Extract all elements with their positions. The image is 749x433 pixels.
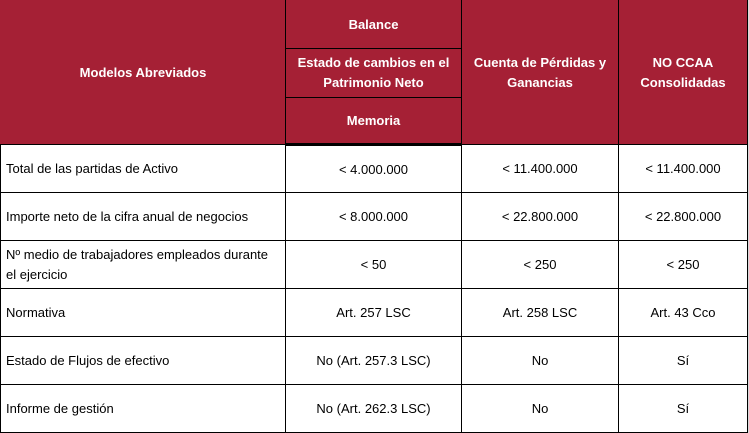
cell-balance: No (Art. 262.3 LSC) bbox=[286, 385, 462, 433]
row-label: Informe de gestión bbox=[1, 385, 286, 433]
row-label: Normativa bbox=[1, 289, 286, 337]
cell-pyg: < 22.800.000 bbox=[462, 193, 619, 241]
table-container bbox=[1, 1, 747, 432]
cell-balance: Art. 257 LSC bbox=[286, 289, 462, 337]
cell-balance: < 4.000.000 bbox=[286, 145, 462, 193]
table-body bbox=[1, 145, 748, 433]
table-row bbox=[1, 385, 748, 433]
header-estado-cambios: Estado de cambios en el Patrimonio Neto bbox=[286, 49, 462, 98]
header-balance: Balance bbox=[286, 1, 462, 49]
row-label: Importe neto de la cifra anual de negocios bbox=[1, 193, 286, 241]
table-row bbox=[1, 289, 748, 337]
header-no-ccaa: NO CCAA Consolidadas bbox=[619, 1, 748, 145]
cell-pyg: < 11.400.000 bbox=[462, 145, 619, 193]
cell-no-ccaa: < 22.800.000 bbox=[619, 193, 748, 241]
header-models: Modelos Abreviados bbox=[1, 1, 286, 145]
table-header bbox=[1, 1, 748, 145]
row-label: Estado de Flujos de efectivo bbox=[1, 337, 286, 385]
cell-no-ccaa: < 250 bbox=[619, 241, 748, 289]
cell-no-ccaa: < 11.400.000 bbox=[619, 145, 748, 193]
cell-pyg: No bbox=[462, 385, 619, 433]
table-row bbox=[1, 193, 748, 241]
row-label: Nº medio de trabajadores empleados durante el ejercicio bbox=[1, 241, 286, 289]
cell-pyg: No bbox=[462, 337, 619, 385]
header-memoria: Memoria bbox=[286, 98, 462, 145]
table-row bbox=[1, 337, 748, 385]
cell-no-ccaa: Sí bbox=[619, 337, 748, 385]
cell-pyg: Art. 258 LSC bbox=[462, 289, 619, 337]
cell-no-ccaa: Art. 43 Cco bbox=[619, 289, 748, 337]
table-row bbox=[1, 241, 748, 289]
cell-balance: No (Art. 257.3 LSC) bbox=[286, 337, 462, 385]
row-label: Total de las partidas de Activo bbox=[1, 145, 286, 193]
table-row bbox=[1, 145, 748, 193]
cell-balance: < 50 bbox=[286, 241, 462, 289]
cell-no-ccaa: Sí bbox=[619, 385, 748, 433]
cell-balance: < 8.000.000 bbox=[286, 193, 462, 241]
header-pyg: Cuenta de Pérdidas y Ganancias bbox=[462, 1, 619, 145]
cell-pyg: < 250 bbox=[462, 241, 619, 289]
